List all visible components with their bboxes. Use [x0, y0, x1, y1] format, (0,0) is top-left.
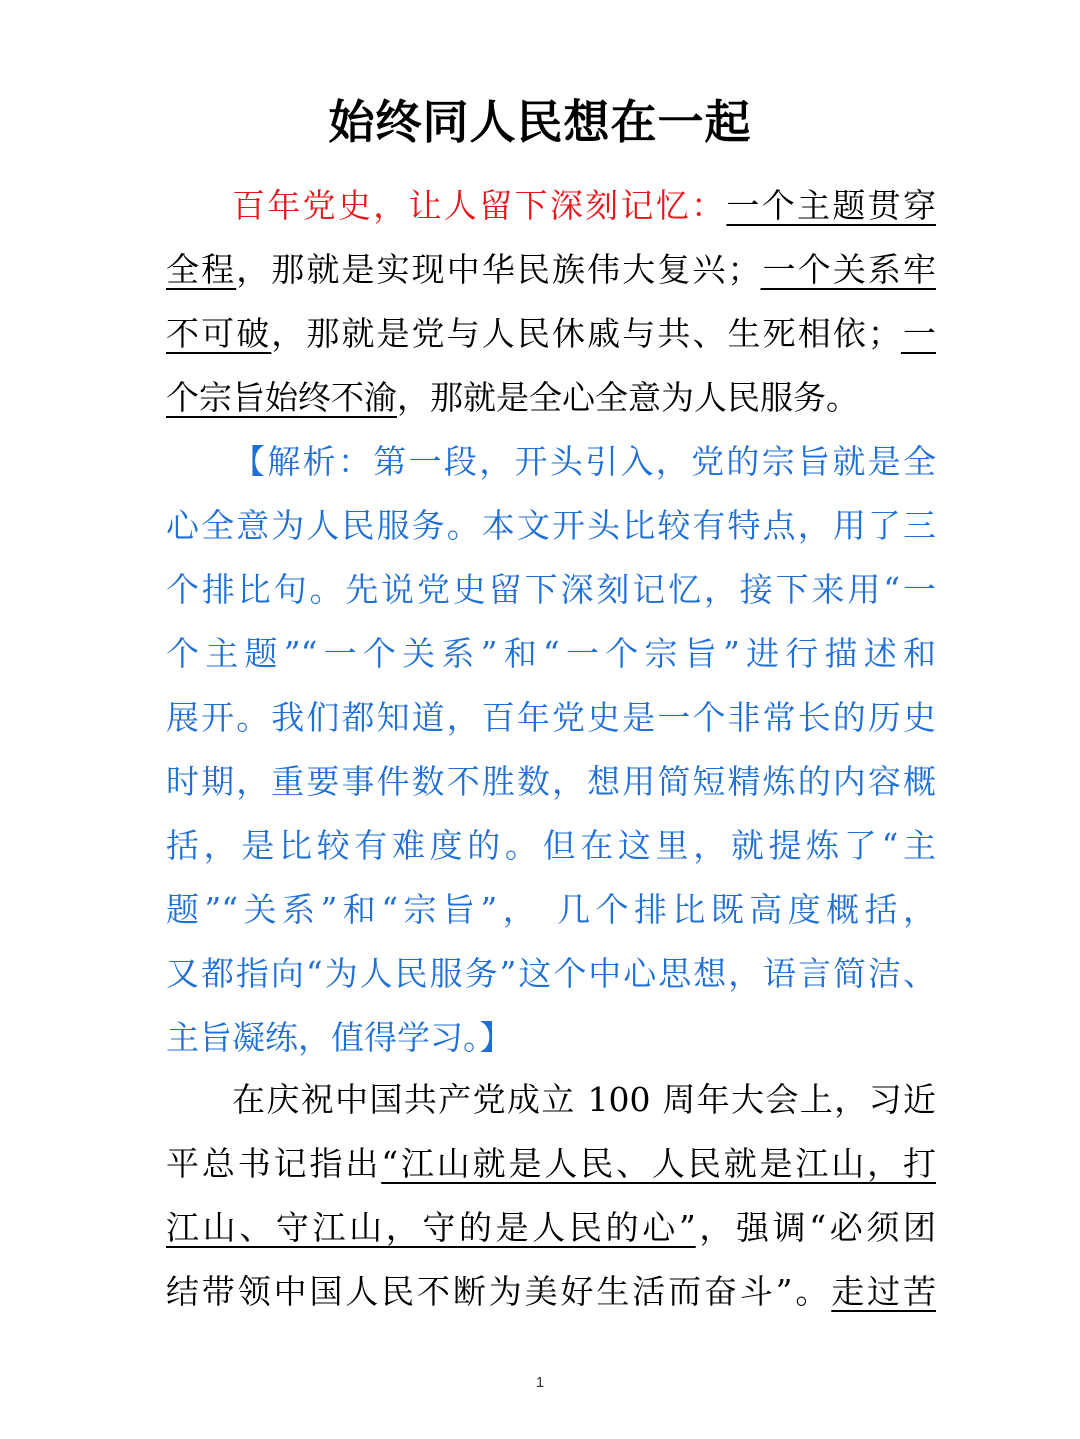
analysis-line: 又都指向“为人民服务”这个中心思想，语言简洁、 — [166, 954, 936, 993]
para1-line-3 — [166, 310, 936, 358]
underlined-text: 不可破 — [166, 314, 272, 353]
body-text: ，那就是实现中华民族伟大复兴； — [236, 250, 761, 289]
analysis-line: 【解析：第一段，开头引入，党的宗旨就是全 — [232, 442, 936, 481]
analysis-line: 心全意为人民服务。本文开头比较有特点，用了三 — [166, 506, 936, 545]
analysis-line: 展开。我们都知道，百年党史是一个非常长的历史 — [166, 698, 936, 737]
underlined-text: 个宗旨始终不渝 — [166, 378, 397, 417]
underlined-text: “江山就是人民、人民就是江山，打 — [381, 1144, 937, 1183]
body-text: 结带领中国人民不断为美好生活而奋斗”。 — [166, 1272, 832, 1311]
red-lead-text: 百年党史，让人留下深刻记忆： — [232, 186, 727, 225]
document-title: 始终同人民想在一起 — [328, 95, 752, 149]
underlined-text: 一个主题贯穿 — [726, 186, 937, 225]
para2-line-3 — [166, 1204, 936, 1252]
para1-line-4 — [166, 374, 936, 422]
body-text: ，那就是全心全意为人民服务。 — [397, 378, 859, 417]
body-text: ，那就是党与人民休戚与共、生死相依； — [271, 314, 901, 353]
para1-line-2 — [166, 246, 936, 294]
underlined-text: 走过苦 — [831, 1272, 937, 1311]
underlined-text: 一个关系牢 — [760, 250, 937, 289]
analysis-line: 时期，重要事件数不胜数，想用简短精炼的内容概 — [166, 762, 936, 801]
page-number: 1 — [535, 1374, 545, 1391]
body-text: ，强调“必须团 — [695, 1208, 937, 1247]
para2-line-2 — [166, 1140, 936, 1188]
analysis-line: 题”“关系”和“宗旨”， 几个排比既高度概括， — [166, 890, 936, 929]
analysis-line: 个排比句。先说党史留下深刻记忆，接下来用“一 — [166, 570, 936, 609]
para2-line-4 — [166, 1268, 936, 1316]
underlined-text: 全程 — [166, 250, 237, 289]
para1-line-1 — [166, 182, 936, 230]
analysis-line: 个主题”“一个关系”和“一个宗旨”进行描述和 — [166, 634, 936, 673]
analysis-line: 括，是比较有难度的。但在这里，就提炼了“主 — [166, 826, 936, 865]
underlined-text: 一 — [900, 314, 937, 353]
body-text: 平总书记指出 — [166, 1144, 382, 1183]
para2-line-1: 在庆祝中国共产党成立 100 周年大会上，习近 — [232, 1080, 936, 1119]
analysis-line: 主旨凝练，值得学习。】 — [166, 1018, 513, 1057]
underlined-text: 江山、守江山，守的是人民的心” — [166, 1208, 696, 1247]
